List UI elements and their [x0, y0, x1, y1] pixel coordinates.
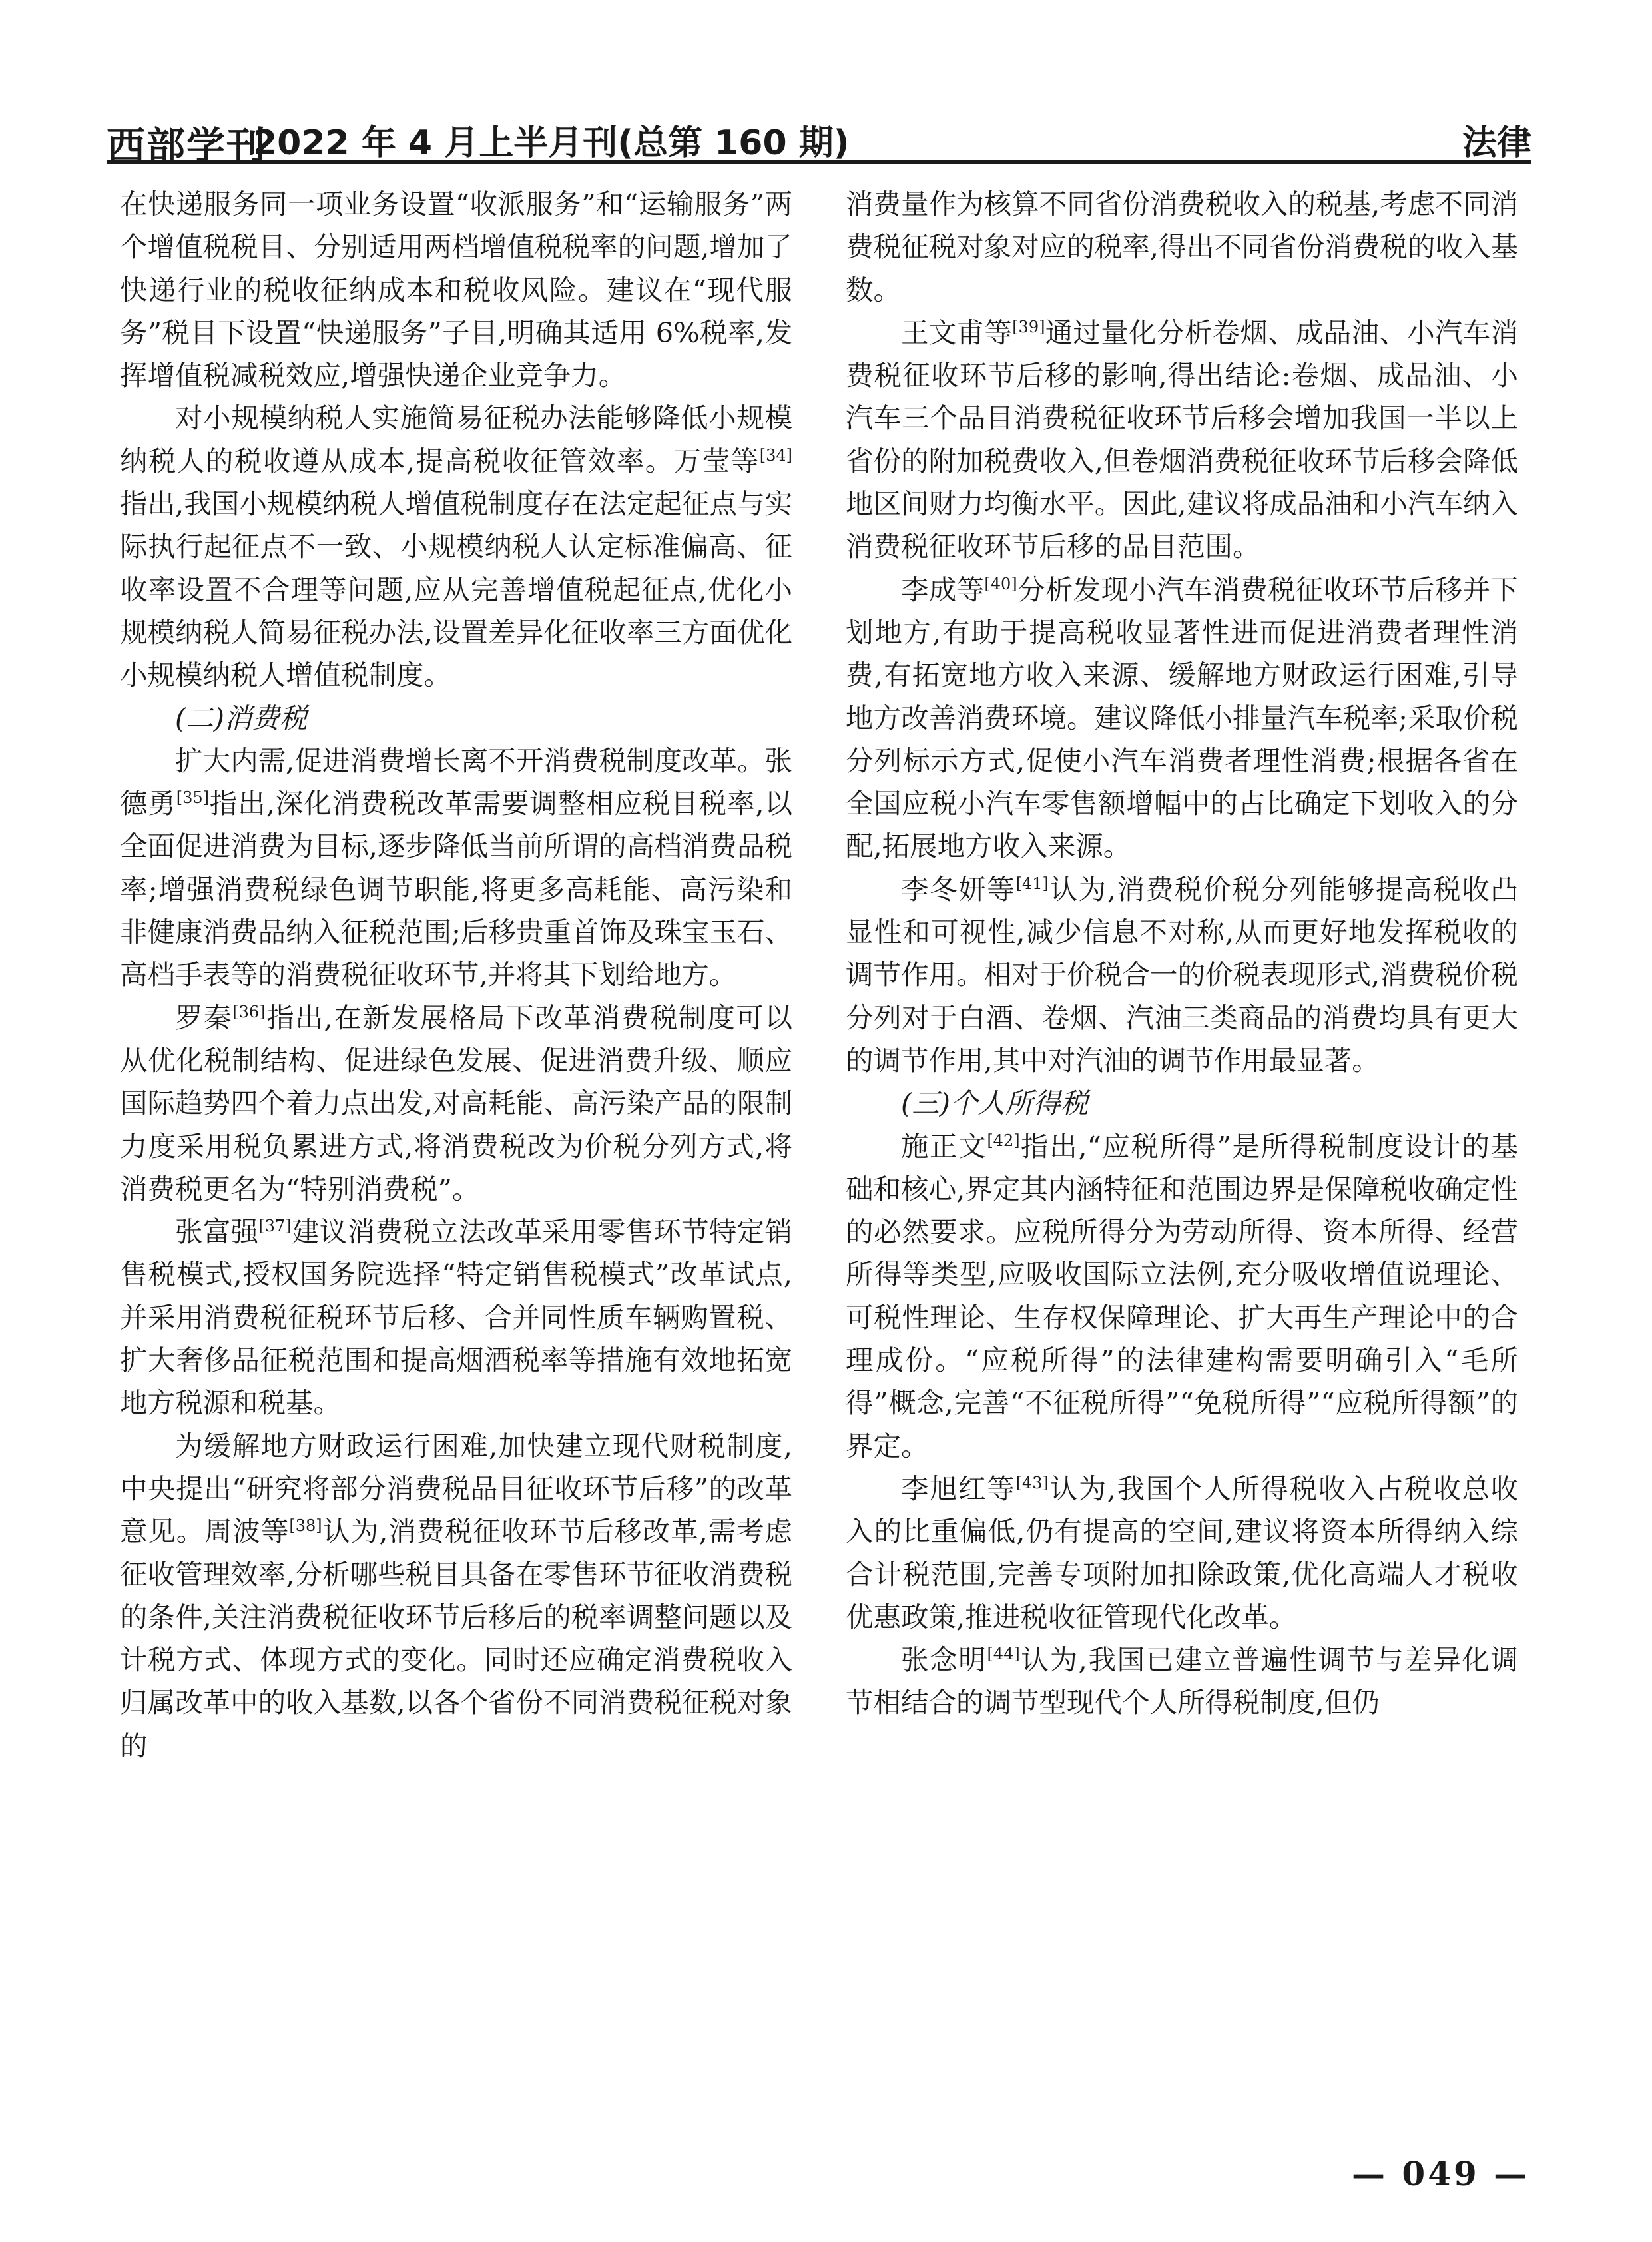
- paragraph: [120, 740, 792, 997]
- paragraph-text: 认为,我国个人所得税收入占税收总收入的比重偏低,仍有提高的空间,建议将资本所得纳入综合计税范围,完善专项附加扣除政策,优化高端人才税收优惠政策,推进税收征管现代化改革。: [846, 1472, 1518, 1633]
- citation-ref: [44]: [987, 1645, 1020, 1664]
- paragraph-text: 建议消费税立法改革采用零售环节特定销售税模式,授权国务院选择“特定销售税模式”改革试点,并采用消费税征税环节后移、合并同性质车辆购置税、扩大奢侈品征税范围和提高烟酒税率等措施有效地拓宽地方税源和税基。: [120, 1215, 792, 1420]
- paragraph-text: 对小规模纳税人实施简易征税办法能够降低小规模纳税人的税收遵从成本,提高税收征管效率。万莹等: [120, 402, 792, 477]
- citation-ref: [36]: [232, 1002, 266, 1021]
- journal-logo: 西部学刊: [107, 123, 267, 168]
- paragraph: [120, 1211, 792, 1424]
- paragraph: [846, 312, 1518, 569]
- paragraph-text: 指出,在新发展格局下改革消费税制度可以从优化税制结构、促进绿色发展、促进消费升级、顺应国际趋势四个着力点出发,对高耗能、高污染产品的限制力度采用税负累进方式,将消费税改为价税分列方式,将消费税更名为“特别消费税”。: [120, 1001, 792, 1205]
- citation-ref: [38]: [289, 1516, 322, 1536]
- paragraph: [846, 868, 1518, 1082]
- paragraph-text: 扩大内需,促进消费增长离不开消费税制度改革。张德勇: [120, 744, 792, 820]
- paragraph: 在快递服务同一项业务设置“收派服务”和“运输服务”两个增值税税目、分别适用两档增值税税率的问题,增加了快递行业的税收征纳成本和税收风险。建议在“现代服务”税目下设置“快递服务”子目,明确其适用 6%税率,发挥增值税减税效应,增强快递企业竞争力。: [120, 188, 792, 392]
- citation-ref: [42]: [987, 1131, 1020, 1150]
- citation-ref: [35]: [176, 788, 210, 808]
- running-header: [107, 100, 1531, 168]
- paragraph-text: 认为,我国已建立普遍性调节与差异化调节相结合的调节型现代个人所得税制度,但仍: [846, 1643, 1518, 1719]
- paragraph-text: 通过量化分析卷烟、成品油、小汽车消费税征收环节后移的影响,得出结论:卷烟、成品油、小汽车三个品目消费税征收环节后移会增加我国一半以上省份的附加税费收入,但卷烟消费税征收环节后移会降低地区间财力均衡水平。因此,建议将成品油和小汽车纳入消费税征收环节后移的品目范围。: [846, 316, 1518, 563]
- citation-ref: [41]: [1015, 874, 1049, 893]
- left-column: [120, 183, 792, 1767]
- paragraph-text: 李成等: [901, 573, 985, 606]
- paragraph-text: 李旭红等: [901, 1472, 1016, 1505]
- paragraph: [120, 997, 792, 1211]
- section-label: 法律: [1462, 123, 1531, 163]
- subheading: (三)个人所得税: [901, 1087, 1089, 1120]
- paragraph: [120, 397, 792, 697]
- paragraph-text: 张念明: [901, 1643, 987, 1677]
- subheading: (二)消费税: [175, 701, 308, 734]
- paragraph-text: 认为,消费税价税分列能够提高税收凸显性和可视性,减少信息不对称,从而更好地发挥税收的调节作用。相对于价税合一的价税表现形式,消费税价税分列对于白酒、卷烟、汽油三类商品的消费均具有更大的调节作用,其中对汽油的调节作用最显著。: [846, 872, 1518, 1077]
- paragraph-text: 罗秦: [175, 1001, 233, 1034]
- citation-ref: [34]: [759, 445, 792, 465]
- paragraph: [846, 1468, 1518, 1639]
- paragraph: [846, 1639, 1518, 1725]
- paragraph: 消费量作为核算不同省份消费税收入的税基,考虑不同消费税征税对象对应的税率,得出不同省份消费税的收入基数。: [846, 188, 1518, 306]
- paragraph-text: 王文甫等: [901, 316, 1013, 349]
- paragraph-text: 施正文: [901, 1129, 987, 1163]
- paragraph: [120, 1425, 792, 1767]
- paragraph-text: 为缓解地方财政运行困难,加快建立现代财税制度,中央提出“研究将部分消费税品目征收环节后移”的改革意见。周波等: [120, 1429, 792, 1548]
- right-column: [846, 183, 1518, 1725]
- citation-ref: [39]: [1012, 318, 1045, 337]
- issue-info: 2022 年 4 月上半月刊(总第 160 期): [253, 123, 850, 163]
- citation-ref: [37]: [258, 1217, 292, 1236]
- paragraph-text: 分析发现小汽车消费税征收环节后移并下划地方,有助于提高税收显著性进而促进消费者理性消费,有拓宽地方收入来源、缓解地方财政运行困难,引导地方改善消费环境。建议降低小排量汽车税率;采取价税分列标示方式,促使小汽车消费者理性消费;根据各省在全国应税小汽车零售额增幅中的占比确定下划收入的分配,拓展地方收入来源。: [846, 573, 1518, 863]
- citation-ref: [40]: [984, 574, 1017, 593]
- paragraph-text: 指出,深化消费税改革需要调整相应税目税率,以全面促进消费为目标,逐步降低当前所谓的高档消费品税率;增强消费税绿色调节职能,将更多高耗能、高污染和非健康消费品纳入征税范围;后移贵重首饰及珠宝玉石、高档手表等的消费税征收环节,并将其下划给地方。: [120, 787, 792, 991]
- paragraph-text: 指出,我国小规模纳税人增值税制度存在法定起征点与实际执行起征点不一致、小规模纳税人认定标准偏高、征收率设置不合理等问题,应从完善增值税起征点,优化小规模纳税人简易征税办法,设置差异化征收率三方面优化小规模纳税人增值税制度。: [120, 487, 792, 692]
- citation-ref: [43]: [1015, 1474, 1049, 1493]
- paragraph: [846, 1125, 1518, 1468]
- paragraph-text: 李冬妍等: [901, 872, 1016, 906]
- paragraph-text: 张富强: [175, 1215, 259, 1249]
- paragraph: [846, 569, 1518, 868]
- page-number: — 049 —: [1352, 2154, 1530, 2193]
- paragraph-text: 指出,“应税所得”是所得税制度设计的基础和核心,界定其内涵特征和范围边界是保障税收确定性的必然要求。应税所得分为劳动所得、资本所得、经营所得等类型,应吸收国际立法例,充分吸收增值说理论、可税性理论、生存权保障理论、扩大再生产理论中的合理成份。“应税所得”的法律建构需要明确引入“毛所得”概念,完善“不征税所得”“免税所得”“应税所得额”的界定。: [846, 1129, 1518, 1462]
- paragraph-text: 认为,消费税征收环节后移改革,需考虑征收管理效率,分析哪些税目具备在零售环节征收消费税的条件,关注消费税征收环节后移后的税率调整问题以及计税方式、体现方式的变化。同时还应确定消费税收入归属改革中的收入基数,以各个省份不同消费税征税对象的: [120, 1515, 792, 1762]
